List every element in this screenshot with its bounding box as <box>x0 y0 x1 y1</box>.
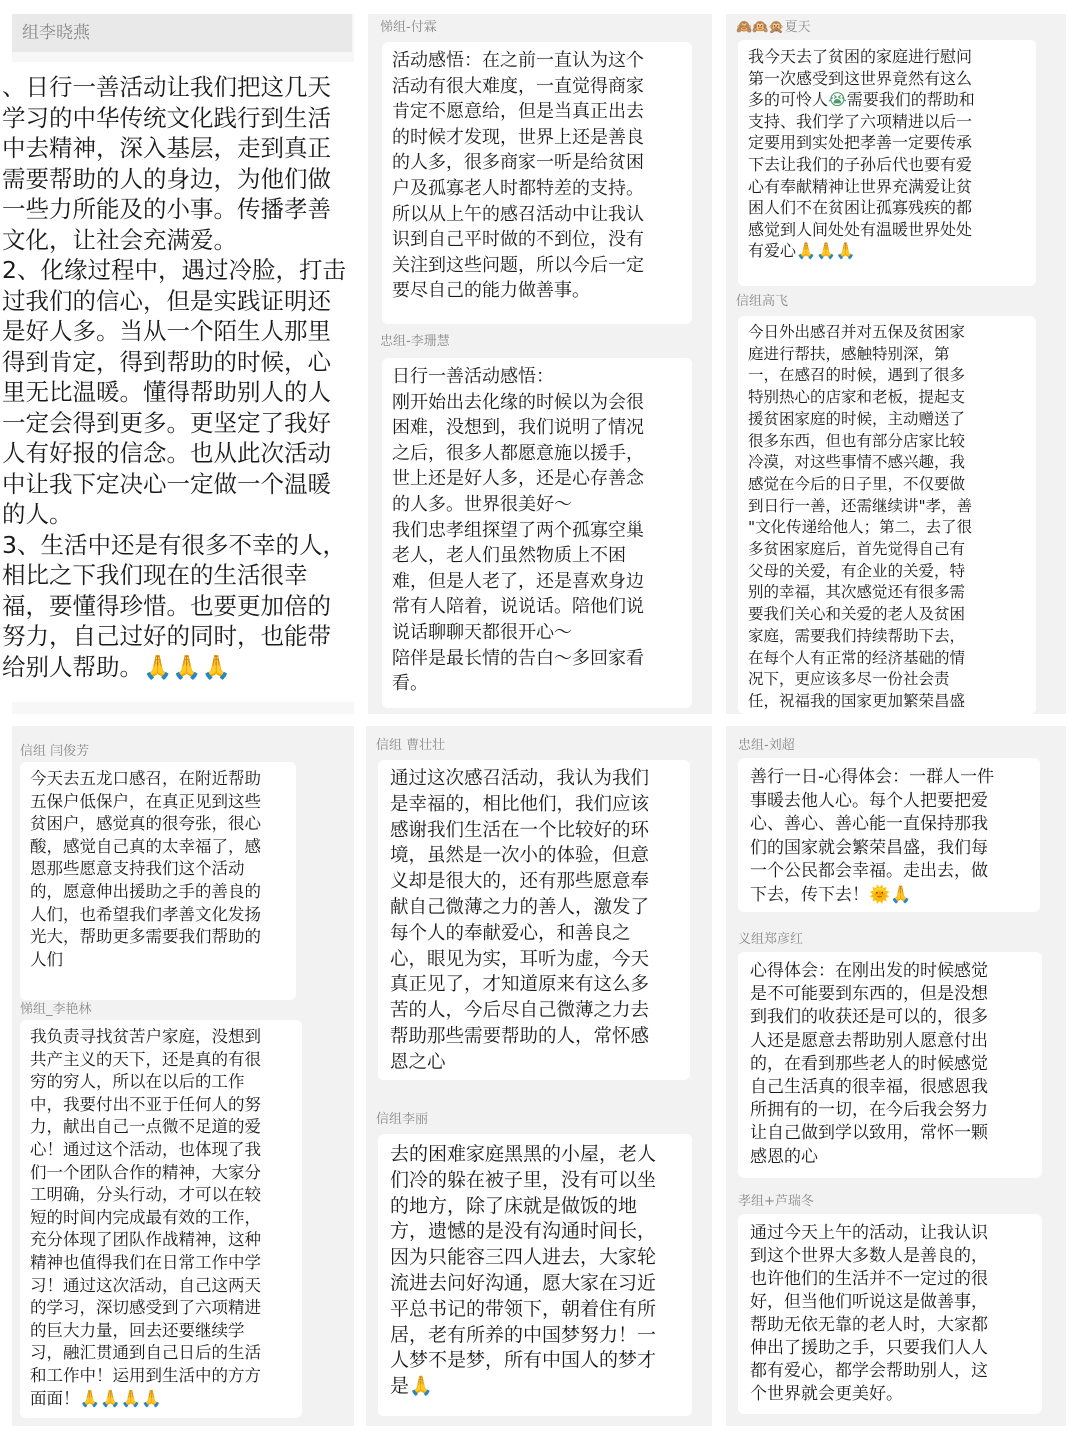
pray-hands-icon: 🙏🙏🙏 <box>796 241 856 261</box>
crying-face-icon: 😭 <box>828 90 847 110</box>
sender-name-lishanhui: 忠组-李珊慧 <box>380 334 450 349</box>
message-text: 、日行一善活动让我们把这几天 学习的中华传统文化践行到生活 中去精神，深入基层，走到真正 需要帮助的人的身边，为他们做 一些力所能及的小事。传播孝善 文化，让社会充满爱。 2、化缘过程中，遇过冷脸，打击 过我们的信心，但是实践证明还 是好人多。当从一个陌生人那里 得到肯定，得到帮助的时候，心 里无比温暖。懂得帮助别人的人 一定会得到更多。更坚定了我好 人有好报的信念。也从此次活动 中让我下定决心一定做一个温暖 的人。 3、生活中还是有很多不幸的人， 相比之下我们现在的生活很幸 福，要懂得珍惜。也要更加倍的 努力，自己过好的同时，也能带 给别人帮助。 <box>2 73 346 681</box>
message-text: 善行一日-心得体会：一群人一件 事暖去他人心。每个人把要把爱 心、善心、善心能一直保持那我 们的国家就会繁荣昌盛，我们每 一个公民都会幸福。走出去，做 下去，传下去！ <box>750 767 995 905</box>
sender-name-caozhuangzhuang: 信组 曹壮壮 <box>376 738 446 753</box>
message-bubble-fulin[interactable] <box>382 42 692 324</box>
message-text: 需要我们的帮助和 支持、我们学了六项精进以后一 定要用到实处把孝善一定要传承 下去让我们的子孙后代也要有爱 心有奉献精神让世界充满爱让贫 困人们不在贫困让孤寡残疾的都 感觉到人间处处有温暖世界处处 有爱心 <box>748 90 975 261</box>
pray-hands-icon: 🙏 <box>409 1375 433 1398</box>
panel-middle-top <box>368 14 712 714</box>
message-bubble-liuchao[interactable] <box>738 758 1040 912</box>
message-text: 通过这次感召活动，我认为我们 是幸福的，相比他们，我们应该 感谢我们生活在一个比较好的环 境，虽然是一次小的体验，但意 义却是很大的，还有那些愿意奉 献自己微薄之力的善人，激发了 每个人的奉献爱心，和善良之 心，眼见为实，耳听为虚，今天 真正见了，才知道原来有这么多 苦的人，今后尽自己微薄之力去 帮助那些需要帮助的人，常怀感 恩之心 <box>390 768 650 1073</box>
message-bubble-lishanhui[interactable] <box>382 358 692 708</box>
message-text: 通过今天上午的活动，让我认识 到这个世界大多数人是善良的， 也许他们的生活并不一定过的很 好，但当他们听说这是做善事， 帮助无依无靠的老人时，大家都 伸出了援助之手，只要我们人人 都有爱心，都学会帮助别人，这 个世界就会更美好。 <box>750 1223 988 1404</box>
sender-name-gaofei: 信组高飞 <box>736 294 789 309</box>
pray-hands-icon: 🙏🙏🙏 <box>143 652 231 681</box>
message-text: 今天去五龙口感召，在附近帮助 五保户低保户，在真正见到这些 贫困户，感觉真的很夸张，很心 酸，感觉自己真的太幸福了，感 恩那些愿意支持我们这个活动 的，愿意伸出援助之手的善良的 人们，也希望我们孝善文化发扬 光大，帮助更多需要我们帮助的 人们 <box>30 769 261 969</box>
message-bubble-liyanlin[interactable] <box>20 1020 302 1418</box>
message-text: 去的困难家庭黑黑的小屋，老人 们冷的躲在被子里，没有可以坐 的地方，除了床就是做饭的地 方，遗憾的是没有沟通时间长， 因为只能容三四人进去，大家轮 流进去问好沟通，愿大家在习近 平总书记的带领下，朝着住有所 居，老有所养的中国梦努力！一 人梦不是梦，所有中国人的梦才 是 <box>390 1143 657 1398</box>
panel-right-bottom <box>726 726 1066 1426</box>
sender-name-liuchao: 忠组-刘超 <box>738 738 795 753</box>
message-text: 今日外出感召并对五保及贫困家 庭进行帮扶，感触特别深，第 一，在感召的时候，遇到了很多 特别热心的店家和老板，提起支 援贫困家庭的时候，主动赠送了 很多东西，但也有部分店家比较 冷漠，对这些事情不感兴趣，我 感觉在今后的日子里，不仅要做 到日行一善，还需继续讲"孝，善 "文化传递给他人；第二，去了很 多贫困家庭后，首先觉得自己有 父母的关爱，有企业的关爱，特 别的幸福，其次感觉还有很多需 要我们关心和关爱的老人及贫困 家庭，需要我们持续帮助下去， 在每个人有正常的经济基础的情 况下，更应该多尽一份社会责 任，祝福我的国家更加繁荣昌盛 <box>748 323 973 710</box>
message-text: 我负责寻找贫苦户家庭，没想到 共产主义的天下，还是真的有很 穷的穷人，所以在以后的工作 中，我要付出不亚于任何人的努 力，献出自己一点微不足道的爱 心！通过这个活动，也体现了我 们一个团队合作的精神，大家分 工明确，分头行动，才可以在较 短的时间内完成最有效的工作， 充分体现了团队作战精神，这种 精神也值得我们在日常工作中学 习！通过这次活动，自己这两天 的学习，深切感受到了六项精进 的巨大力量，回去还要继续学 习，融汇贯通到自己日后的生活 和工作中！运用到生活中的方方 面面！ <box>30 1027 261 1408</box>
sun-face-icon: 🌞🙏 <box>869 884 912 905</box>
panel-left-bottom <box>12 726 354 1426</box>
monkey-icon: 🙈🙉🙊 <box>736 20 785 35</box>
panel-right-top <box>726 14 1066 714</box>
message-bubble-lili[interactable] <box>378 1134 692 1416</box>
panel-middle-bottom <box>366 726 712 1426</box>
message-text: 心得体会：在刚出发的时候感觉 是不可能要到东西的，但是没想 到我们的收获还是可以的，很多 人还是愿意去帮助别人愿意付出 的，在看到那些老人的时候感觉 自己生活真的很幸福，很感恩我 所拥有的一切，在今后我会努力 让自己做到学以致用，常怀一颗 感恩的心 <box>750 961 988 1167</box>
sender-name-liyanlin: 悌组_李艳林 <box>20 1002 92 1017</box>
message-bubble-yanjunfang[interactable] <box>20 762 296 1000</box>
message-bubble-xiatian[interactable] <box>738 40 1036 286</box>
sender-name-fulin: 悌组-付霖 <box>380 20 437 35</box>
sender-name-xiatian: 🙈🙉🙊夏天 <box>736 20 811 35</box>
message-text: 活动感悟：在之前一直认为这个 活动有很大难度，一直觉得商家 肯定不愿意给，但是当真正出去 的时候才发现，世界上还是善良 的人多，很多商家一听是给贫困 户及孤寡老人时都特差的支持。 所以从上午的感召活动中让我认 识到自己平时做的不到位，没有 关注到这些问题，所以今后一定 要尽自己的能力做善事。 <box>392 50 644 302</box>
message-bubble-caozhuangzhuang[interactable] <box>378 760 690 1080</box>
chat-header-title: 组李晓燕 <box>12 14 352 52</box>
message-body[interactable] <box>2 62 354 702</box>
message-bubble-zhengyanhong[interactable] <box>738 952 1042 1178</box>
panel-li-xiaoyan <box>2 14 354 714</box>
message-bubble-luruidong[interactable] <box>738 1214 1042 1414</box>
sender-name-zhengyanhong: 义组郑彦红 <box>738 932 804 947</box>
sender-name-luruidong: 孝组+芦瑞冬 <box>738 1194 814 1209</box>
pray-hands-icon: 🙏🙏🙏🙏 <box>79 1388 162 1408</box>
message-bubble-gaofei[interactable] <box>738 316 1036 714</box>
message-text: 日行一善活动感悟： 刚开始出去化缘的时候以为会很 困难，没想到，我们说明了情况 之后，很多人都愿意施以援手， 世上还是好人多，还是心存善念 的人多。世界很美好～ 我们忠孝组探望了两个孤寡空巢 老人，老人们虽然物质上不困 难，但是人老了，还是喜欢身边 常有人陪着，说说话。陪他们说 说话聊聊天都很开心～ 陪伴是最长情的告白～多回家看 看。 <box>392 366 644 695</box>
sender-name-lili: 信组李丽 <box>376 1112 429 1127</box>
message-text: 我今天去了贫困的家庭进行慰问 第一次感受到这世界竟然有这么 多的可怜人 <box>748 47 973 110</box>
sender-name-yanjunfang: 信组 闫俊芳 <box>20 744 90 759</box>
